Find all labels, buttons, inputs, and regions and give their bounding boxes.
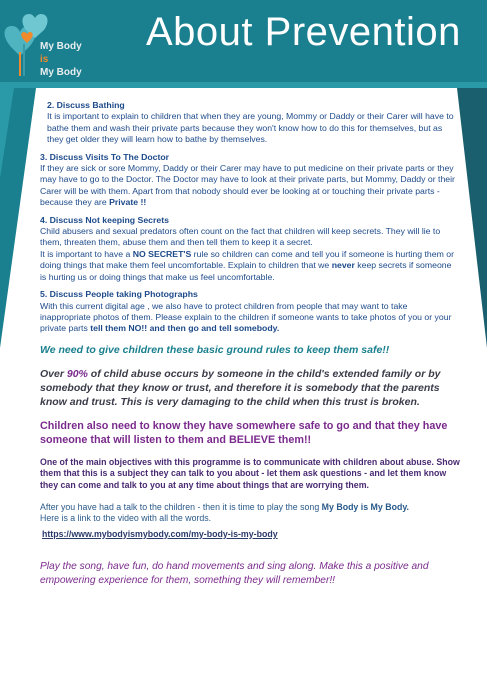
text-run: After you have had a talk to the children - then it is time to play the song (40, 501, 322, 512)
section-bathing (40, 100, 460, 146)
logo-line-2: is (40, 54, 49, 65)
text-run: rule so children can come and tell you if someone is hurting them or doing things that make them feel uncomfortable. Explain to children that we (40, 248, 454, 271)
text-run: It is important to have a (40, 248, 133, 259)
header-stripe (0, 82, 487, 88)
text-run: Over (40, 367, 67, 380)
text-run: Here is a link to the video with all the words. (40, 513, 212, 524)
section-title: 3. Discuss Visits To The Doctor (40, 151, 170, 162)
section-body: It is important to explain to children that when they are young, Mommy or Daddy or their Carer will have to bathe them and wash their private parts because they won't know how to do this for themselves, but as they get older they will learn how to bathe by themselves. (47, 111, 454, 145)
section-title: 4. Discuss Not keeping Secrets (40, 214, 169, 225)
text-run: keep secrets if someone is hurting us or doing things that make us feel uncomfortable. (40, 260, 452, 282)
section-body: Child abusers and sexual predators often count on the fact that children will keep secrets. They will lie to them, threaten them, abuse them and then tell them to keep it a secret. (40, 226, 441, 248)
section-title: 2. Discuss Bathing (47, 100, 125, 110)
section-body (40, 301, 460, 335)
closing-message: Play the song, have fun, do hand movements and sing along. Make this a positive and empowering experience for them, something they will remember!! (40, 561, 429, 586)
statistic-percent: 90% (66, 367, 88, 380)
text-run-strong: NO SECRET'S (132, 248, 192, 259)
main-content (40, 100, 460, 587)
section-body-text: With this current digital age , we also have to protect children from people that may want to take inappropriate photos of them. Please explain to the children if someone wants to take photos of you or your private parts (40, 300, 452, 334)
section-body (40, 163, 460, 209)
section-body-text: If they are sick or sore Mommy, Daddy or their Carer may have to put medicine on their private parts or they may have to go to the Doctor. The Doctor may have to look at their private parts, but Mommy, Daddy or their Carer will be with them. Apart from that nobody should ever be looking at or touching their private parts - because they are (40, 163, 455, 208)
callout-statistic (40, 367, 460, 409)
left-side-decoration (0, 88, 40, 368)
objective-paragraph: One of the main objectives with this programme is to communicate with children about abuse. Show them that this is a subject they can talk to you about - let them ask questions - and let them know they can come and talk to you at any time about things that are worrying them. (40, 456, 460, 490)
text-run-strong: never (331, 260, 355, 271)
logo-line-1: My Body (40, 41, 82, 52)
logo-text (40, 40, 82, 79)
text-run: of child abuse occurs by someone in the child's extended family or by somebody that they know or trust, and therefore it is somebody that the parents know and trust. This is very damaging to the child when this trust is broken. (40, 367, 441, 408)
section-doctor (40, 152, 460, 209)
section-body-strong: Private !! (109, 197, 147, 208)
page-title: About Prevention (146, 10, 461, 54)
video-link-row (40, 529, 460, 540)
section-title: 5. Discuss People taking Photographs (40, 289, 198, 300)
callout-safe-place: Children also need to know they have somewhere safe to go and that they have someone that will listen to them and BELIEVE them!! (40, 419, 448, 446)
section-secrets (40, 215, 460, 283)
logo-line-3: My Body (40, 67, 82, 78)
section-body-strong: tell them NO!! and then go and tell somebody. (90, 323, 280, 334)
section-body-rule (40, 249, 460, 283)
video-link[interactable]: https://www.mybodyismybody.com/my-body-is-my-body (42, 528, 278, 539)
song-title: My Body is My Body. (321, 501, 410, 512)
after-talk-paragraph (40, 502, 460, 525)
section-photographs (40, 289, 460, 335)
callout-ground-rules: We need to give children these basic ground rules to keep them safe!! (40, 343, 390, 356)
